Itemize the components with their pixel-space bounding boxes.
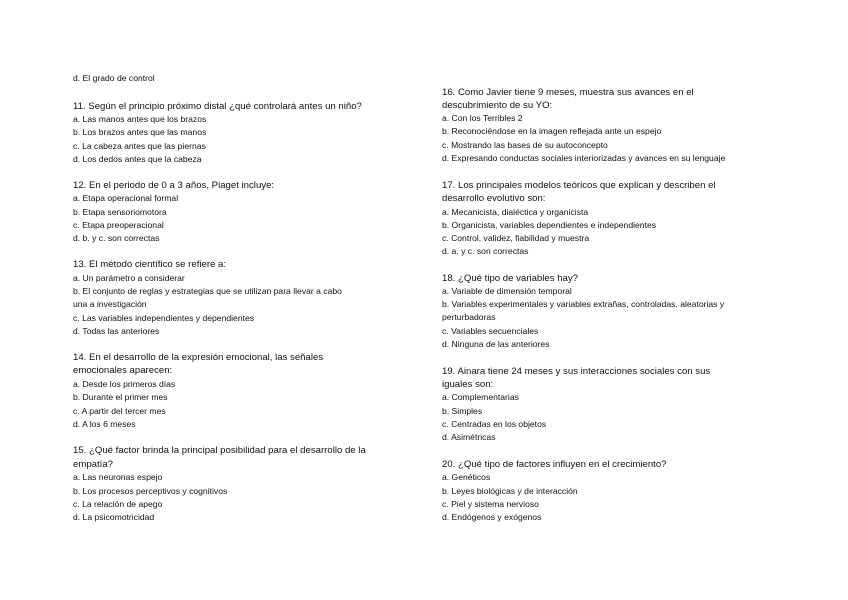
answer-option: a. Variable de dimensión temporal (442, 286, 572, 296)
question-text: 11. Según el principio próximo distal ¿qué controlará antes un niño? (73, 101, 362, 112)
answer-option: d. A los 6 meses (73, 419, 136, 429)
answer-option: c. Control, validez, fiabilidad y muestra (442, 233, 590, 243)
answer-option: d. La psicomotricidad (73, 512, 155, 522)
answer-option: a. Genéticos (442, 472, 491, 482)
question-text: 12. En el periodo de 0 a 3 años, Piaget incluye: (73, 180, 275, 191)
answer-option: d. Expresando conductas sociales interiorizadas y avances en su lenguaje (442, 153, 726, 163)
answer-option: c. A partir del tercer mes (73, 406, 166, 416)
answer-option: c. Centradas en los objetos (442, 419, 547, 429)
answer-option: d. b. y c. son correctas (73, 233, 160, 243)
question-text: 15. ¿Qué factor brinda la principal posibilidad para el desarrollo de la (73, 445, 366, 456)
answer-option: a. Con los Terribles 2 (442, 113, 523, 123)
question-text: emocionales aparecen: (73, 365, 173, 376)
question-text: desarrollo evolutivo son: (442, 193, 546, 204)
answer-option: c. Las variables independientes y dependientes (73, 313, 255, 323)
question-text: 13. El método científico se refiere a: (73, 259, 227, 270)
answer-option: d. a. y c. son correctas (442, 246, 529, 256)
answer-option: a. Etapa operacional formal (73, 193, 179, 203)
answer-option: d. El grado de control (73, 73, 155, 83)
question-text: 16. Como Javier tiene 9 meses, muestra sus avances en el (442, 87, 694, 98)
answer-option: b. Durante el primer mes (73, 392, 168, 402)
answer-option: c. Variables secuenciales (442, 326, 539, 336)
answer-option: b. Los brazos antes que las manos (73, 127, 207, 137)
question-text: descubrimiento de su YO: (442, 100, 553, 111)
answer-option: b. Leyes biológicas y de interacción (442, 486, 578, 496)
answer-option: b. El conjunto de reglas y estrategias que se utilizan para llevar a cabo (73, 286, 342, 296)
answer-option: c. Piel y sistema nervioso (442, 499, 539, 509)
question-text: 14. En el desarrollo de la expresión emocional, las señales (73, 352, 324, 363)
question-text: 18. ¿Qué tipo de variables hay? (442, 273, 578, 284)
answer-option: b. Variables experimentales y variables extrañas, controladas, aleatorias y (442, 299, 725, 309)
answer-option: a. Las neuronas espejo (73, 472, 163, 482)
answer-option: a. Un parámetro a considerar (73, 273, 185, 283)
answer-option: d. Ninguna de las anteriores (442, 339, 550, 349)
answer-option: b. Simples (442, 406, 483, 416)
answer-option: d. Endógenos y exógenos (442, 512, 542, 522)
answer-option: a. Desde los primeros días (73, 379, 176, 389)
answer-option: b. Etapa sensoriomotora (73, 207, 167, 217)
question-text: empatía? (73, 459, 114, 470)
answer-option: a. Mecanicista, dialéctica y organicista (442, 207, 589, 217)
answer-option: a. Complementarias (442, 392, 519, 402)
answer-option: perturbadoras (442, 312, 496, 322)
answer-option: c. La cabeza antes que las piernas (73, 141, 206, 151)
answer-option: d. Asimétricas (442, 432, 496, 442)
answer-option: c. Mostrando las bases de su autoconcepto (442, 140, 608, 150)
answer-option: una a investigación (73, 299, 147, 309)
answer-option: b. Reconociéndose en la imagen reflejada ante un espejo (442, 126, 662, 136)
answer-option: b. Los procesos perceptivos y cognitivos (73, 486, 228, 496)
answer-option: c. Etapa preoperacional (73, 220, 164, 230)
question-text: iguales son: (442, 379, 494, 390)
question-text: 20. ¿Qué tipo de factores influyen en el crecimiento? (442, 459, 667, 470)
answer-option: a. Las manos antes que los brazos (73, 114, 207, 124)
answer-option: d. Todas las anteriores (73, 326, 160, 336)
question-text: 19. Ainara tiene 24 meses y sus interacciones sociales con sus (442, 366, 711, 377)
answer-option: c. La relación de apego (73, 499, 163, 509)
question-text: 17. Los principales modelos teóricos que explican y describen el (442, 180, 716, 191)
answer-option: d. Los dedos antes que la cabeza (73, 154, 202, 164)
answer-option: b. Organicista, variables dependientes e independientes (442, 220, 657, 230)
